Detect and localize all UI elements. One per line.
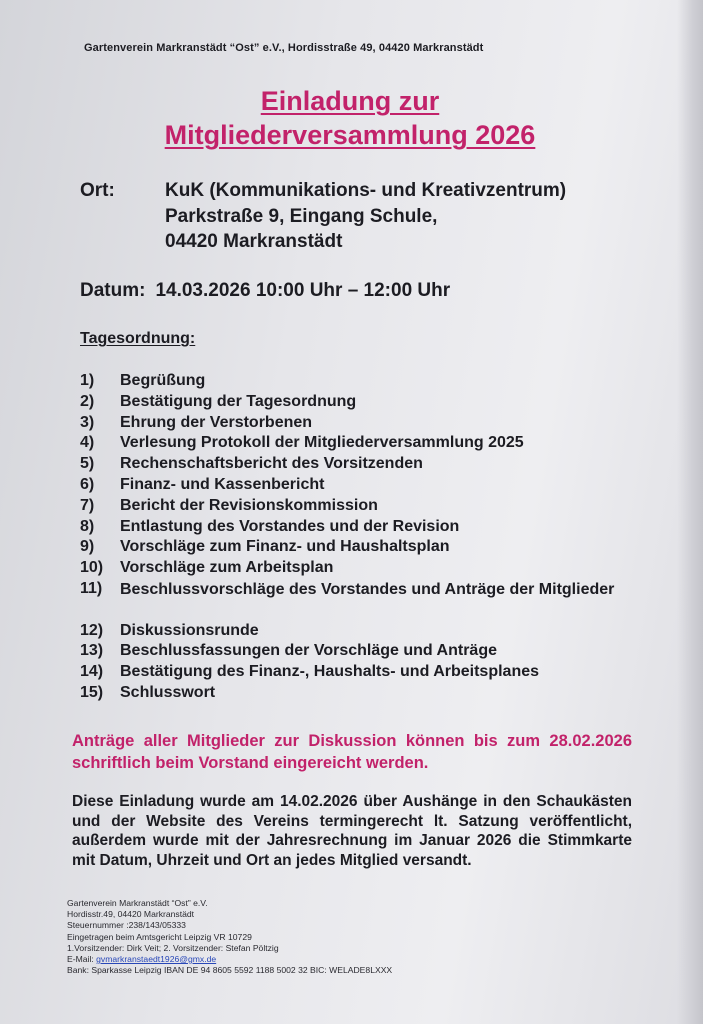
agenda-item bbox=[0, 434, 703, 455]
agenda-item-number: 13) bbox=[80, 642, 104, 660]
agenda-item bbox=[0, 414, 703, 435]
footer-org: Gartenverein Markranstädt “Ost” e.V. bbox=[67, 898, 208, 908]
footer-tax-number: Steuernummer :238/143/05333 bbox=[67, 920, 186, 931]
agenda-item-text: Bestätigung des Finanz-, Haushalts- und Arbeitsplanes bbox=[120, 663, 540, 681]
motion-deadline-notice: Anträge aller Mitglieder zur Diskussion können bis zum 28.02.2026 schriftlich beim Vorstand eingereicht werden. bbox=[72, 732, 632, 772]
title-line-2: Mitgliederversammlung 2026 bbox=[164, 120, 536, 150]
footer-email-link[interactable]: gvmarkranstaedt1926@gmx.de bbox=[96, 954, 217, 965]
agenda-item-number: 2) bbox=[80, 392, 95, 410]
footer-register: Eingetragen beim Amtsgericht Leipzig VR 10729 bbox=[67, 931, 252, 942]
agenda-item-text: Beschlussvorschläge des Vorstandes und Anträge der Mitglieder bbox=[120, 580, 615, 598]
agenda-item-text: Beschlussfassungen der Vorschläge und Anträge bbox=[120, 642, 497, 660]
agenda-item-text: Bericht der Revisionskommission bbox=[120, 496, 378, 514]
agenda-item bbox=[0, 663, 703, 684]
agenda-item-text: Begrüßung bbox=[120, 372, 206, 389]
agenda-item-text: Vorschläge zum Arbeitsplan bbox=[120, 559, 334, 577]
agenda-item-number: 12) bbox=[80, 621, 104, 639]
agenda-item-number: 10) bbox=[80, 559, 104, 577]
agenda-item bbox=[0, 580, 703, 622]
agenda-item-text: Bestätigung der Tagesordnung bbox=[120, 392, 357, 410]
agenda-item bbox=[0, 684, 703, 705]
agenda-item-text: Ehrung der Verstorbenen bbox=[120, 413, 313, 431]
footer-bank: Bank: Sparkasse Leipzig IBAN DE 94 8605 5592 1188 5002 32 BIC: WELADE8LXXX bbox=[67, 965, 393, 976]
agenda-item bbox=[0, 476, 703, 497]
agenda-item bbox=[0, 393, 703, 414]
agenda-item-number: 4) bbox=[80, 434, 95, 452]
footer-email-line bbox=[67, 954, 392, 965]
agenda-item-text: Diskussionsrunde bbox=[120, 621, 259, 639]
agenda-item-number: 8) bbox=[80, 517, 95, 535]
agenda-item-number: 11) bbox=[80, 579, 103, 597]
agenda-item bbox=[0, 642, 703, 663]
date-line bbox=[80, 280, 450, 302]
footer-address: Hordisstr.49, 04420 Markranstädt bbox=[67, 909, 195, 920]
location-line-2: Parkstraße 9, Eingang Schule, bbox=[165, 206, 438, 227]
footer-email-label: E-Mail: bbox=[67, 954, 94, 965]
agenda-item-number: 9) bbox=[80, 538, 95, 556]
agenda-item bbox=[0, 372, 703, 393]
agenda-heading: Tagesordnung: bbox=[80, 330, 196, 347]
date-label: Datum: bbox=[80, 280, 146, 301]
agenda-item-number: 1) bbox=[80, 372, 95, 389]
publication-statement: Diese Einladung wurde am 14.02.2026 über Aushänge in den Schaukästen und der Website des Vereins termingerecht lt. Satzung veröffentlicht, außerdem wurde mit der Jahresrechnung im Januar 2026 die Stimmkarte mit Datum, Uhrzeit und Ort an jedes Mitglied versandt. bbox=[72, 793, 632, 869]
agenda-item-text: Verlesung Protokoll der Mitgliederversammlung 2025 bbox=[120, 434, 524, 452]
title-line-1: Einladung zur bbox=[260, 86, 440, 116]
agenda-item-text: Rechenschaftsbericht des Vorsitzenden bbox=[120, 455, 423, 473]
agenda-item-number: 15) bbox=[80, 683, 104, 701]
footer-block bbox=[67, 898, 392, 976]
agenda-item bbox=[0, 497, 703, 518]
agenda-list bbox=[0, 372, 703, 705]
location-line-1: KuK (Kommunikations- und Kreativzentrum) bbox=[165, 180, 567, 201]
agenda-item-number: 14) bbox=[80, 663, 104, 681]
agenda-item-number: 7) bbox=[80, 496, 95, 514]
agenda-item bbox=[0, 518, 703, 539]
letterhead: Gartenverein Markranstädt “Ost” e.V., Hordisstraße 49, 04420 Markranstädt bbox=[84, 42, 484, 54]
agenda-item bbox=[0, 622, 703, 643]
date-value: 14.03.2026 10:00 Uhr – 12:00 Uhr bbox=[155, 280, 451, 301]
agenda-item bbox=[0, 559, 703, 580]
location-line-3: 04420 Markranstädt bbox=[165, 231, 343, 252]
agenda-item-text: Vorschläge zum Finanz- und Haushaltsplan bbox=[120, 538, 450, 556]
agenda-item-text: Schlusswort bbox=[120, 683, 216, 701]
agenda-item-number: 5) bbox=[80, 455, 95, 473]
agenda-item bbox=[0, 455, 703, 476]
footer-board: 1.Vorsitzender: Dirk Veit; 2. Vorsitzender: Stefan Pöltzig bbox=[67, 942, 279, 953]
agenda-item-text: Entlastung des Vorstandes und der Revision bbox=[120, 517, 460, 535]
agenda-item-number: 3) bbox=[80, 413, 95, 431]
location-label: Ort: bbox=[80, 180, 115, 201]
agenda-item bbox=[0, 538, 703, 559]
agenda-item-text: Finanz- und Kassenbericht bbox=[120, 475, 325, 493]
agenda-item-number: 6) bbox=[80, 475, 95, 493]
